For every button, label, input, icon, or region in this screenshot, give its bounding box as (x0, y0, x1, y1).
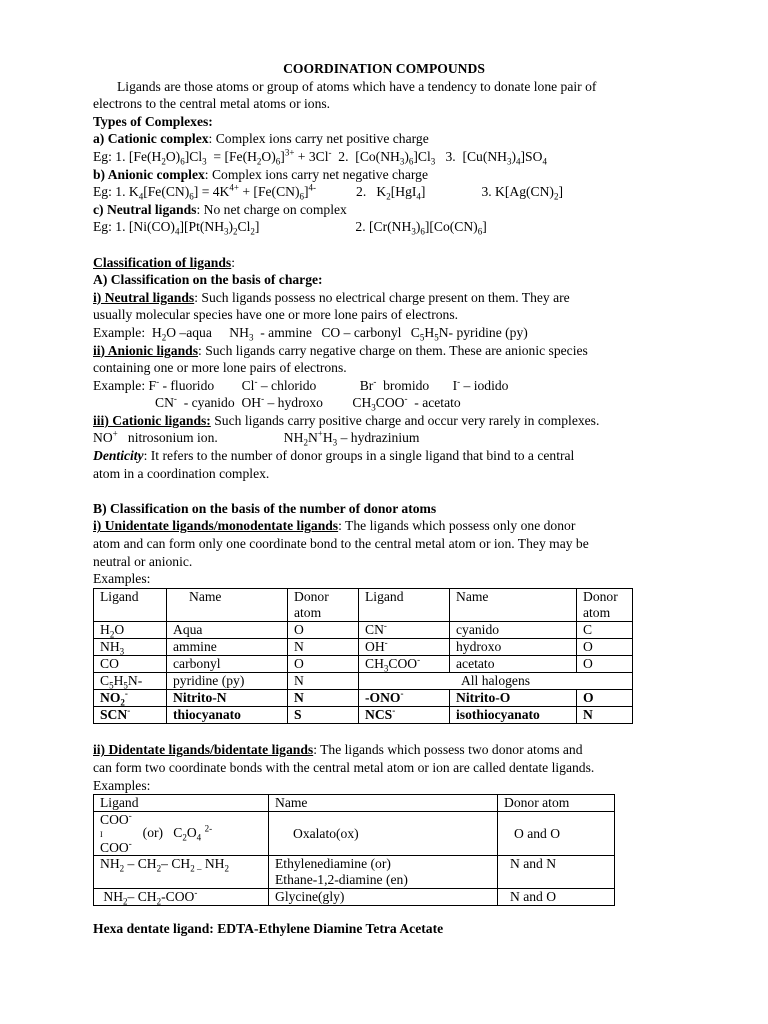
examples-label: Examples: (93, 571, 151, 587)
unidentate-def: i) Unidentate ligands/monodentate ligands: The ligands which possess only one donor (93, 518, 576, 534)
intro-line-2: electrons to the central metal atoms or ions. (93, 96, 331, 112)
anionic-ligand-examples-1: Example: F- - fluorido Cl- – chlorido Br- bromido I- – iodido (93, 376, 509, 393)
neutral-ligands-def: i) Neutral ligands: Such ligands possess no electrical charge present on them. They are (93, 289, 570, 305)
table-row: $NO_2^-$ Nitrito-N N -ONO- Nitrito-O O (94, 689, 633, 706)
table-row: $NH_2-$ $CH_2-COO^-$ Glycine(gly) N and O (94, 889, 615, 906)
neutral-ligand-examples: Example: $H_2O$ –aqua $NH_3$ - ammine CO – carbonyl $C_5H_5N-$ pyridine (py) (93, 324, 528, 343)
table-row: Ligand Name Donor atom Ligand Name Donor atom (94, 588, 633, 621)
section-a-heading: A) Classification on the basis of charge: (93, 272, 323, 288)
cationic-examples: Eg: 1. $[Fe(H_2O)_6]Cl_3 = [Fe(H_2O)_6]^{3+} + 3Cl^-$ 2. $[Co(NH_3)_6]Cl_3$ 3. $[Cu(NH_3)_4]SO_4$ (93, 147, 547, 167)
denticity-def: Denticity: It refers to the number of donor groups in a single ligand that bind to a central (93, 448, 575, 464)
unidentate-ligand-table (93, 588, 633, 724)
bidentate-def: ii) Didentate ligands/bidentate ligands: The ligands which possess two donor atoms and (93, 742, 583, 758)
cationic-complex-def: a) Cationic complex: Complex ions carry net positive charge (93, 131, 429, 147)
table-row: COO- I (or) $C_2O_4$ $^{2-}$ COO- Oxalato(ox) O and O (94, 812, 615, 856)
page-title: COORDINATION COMPOUNDS (283, 61, 485, 76)
intro-line-1: Ligands are those atoms or group of atoms which have a tendency to donate lone pair of (117, 78, 597, 94)
anionic-examples: Eg: 1. $K_4[Fe(CN)_6] = 4K^{4+} + [Fe(CN)_6]^{4-}$ 2. $K_2[HgI_4]$ 3. $K[Ag(CN)_2]$ (93, 182, 563, 202)
denticity-def-2: atom in a coordination complex. (93, 465, 270, 481)
anionic-ligands-def: ii) Anionic ligands: Such ligands carry negative charge on them. These are anionic species (93, 342, 588, 358)
anionic-ligands-def-2: containing one or more lone pairs of electrons. (93, 360, 347, 376)
table-row: SCN- thiocyanato S NCS- isothiocyanato N (94, 706, 633, 723)
section-b-heading: B) Classification on the basis of the number of donor atoms (93, 500, 437, 516)
cationic-ligands-def: iii) Cationic ligands: Such ligands carry positive charge and occur very rarely in complexes. (93, 412, 600, 428)
hexadentate-ligand: Hexa dentate ligand: EDTA-Ethylene Diamine Tetra Acetate (93, 921, 444, 937)
document-page (93, 60, 673, 938)
bidentate-def-2: can form two coordinate bonds with the central metal atom or ion are called dentate ligands. (93, 760, 595, 775)
table-row: $NH_3$ ammine N OH- hydroxo O (94, 638, 633, 655)
anionic-ligand-examples-2: CN- - cyanido OH- – hydroxo $CH_3COO^-$ - acetato (155, 393, 461, 413)
examples-label-2: Examples: (93, 777, 151, 793)
table-row: CO carbonyl O $CH_3COO^-$ acetato O (94, 655, 633, 672)
types-heading: Types of Complexes: (93, 113, 213, 129)
table-row: $C_5H_5N-$ pyridine (py) N All halogens (94, 672, 633, 689)
neutral-examples: Eg: 1. $[Ni(CO)_4][Pt(NH_3)_2Cl_2]$ 2. $[Cr(NH_3)_6][Co(CN)_6]$ (93, 219, 487, 238)
table-row: $NH_2 - CH_2-$ $CH_{2 -}$ $NH_2$ Ethylenediamine (or) Ethane-1,2-diamine (en) N and N (94, 856, 615, 889)
anionic-complex-def: b) Anionic complex: Complex ions carry net negative charge (93, 166, 428, 182)
unidentate-def-2: atom and can form only one coordinate bond to the central metal atom or ion. They may be (93, 536, 589, 552)
classification-heading: Classification of ligands: (93, 254, 236, 270)
bidentate-ligand-table (93, 794, 615, 906)
neutral-complex-def: c) Neutral ligands: No net charge on complex (93, 201, 347, 217)
unidentate-def-3: neutral or anionic. (93, 553, 193, 569)
cationic-ligand-examples: NO+ nitrosonium ion. $NH_2N^+H_3$ – hydrazinium (93, 428, 420, 449)
neutral-ligands-def-2: usually molecular species have one or more lone pairs of electrons. (93, 307, 459, 323)
table-row: $H_2O$ Aqua O CN- cyanido C (94, 621, 633, 638)
table-row: Ligand Name Donor atom (94, 795, 615, 812)
